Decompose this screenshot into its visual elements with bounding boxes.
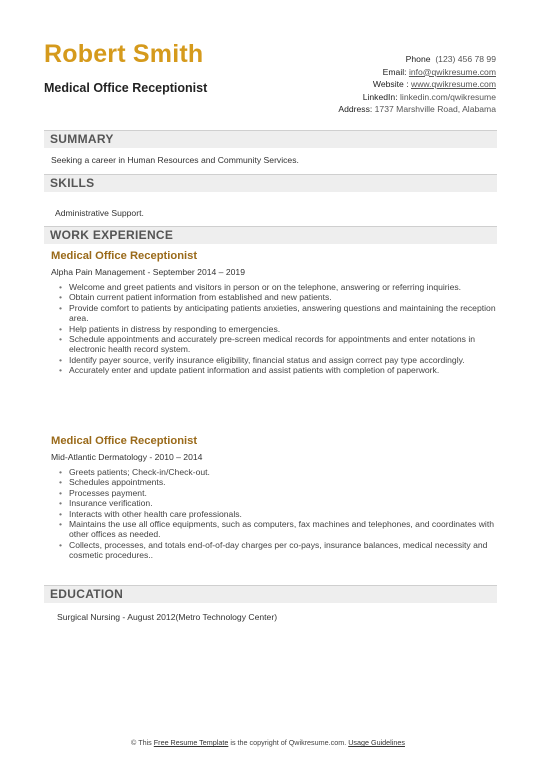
website-link[interactable]: www.qwikresume.com (410, 79, 496, 90)
job-2-bullet: • Processes payment. (57, 488, 497, 498)
work-heading: WORK EXPERIENCE (50, 228, 174, 242)
job-1-bullet: • Obtain current patient information from established and new patients. (57, 292, 497, 302)
job-2-bullet: • Insurance verification. (57, 498, 497, 508)
job-2-bullet: • Greets patients; Check-in/Check-out. (57, 467, 497, 477)
job-1-bullet: • Provide comfort to patients by anticipating patients anxieties, answering questions and maintaining the reception area. (57, 303, 497, 324)
job-2-bullets (57, 467, 497, 561)
contact-phone-row (338, 53, 496, 66)
job-1-bullet: • Welcome and greet patients and visitors in person or on the telephone, answering or referring inquiries. (57, 282, 497, 292)
job-1-bullet: • Accurately enter and update patient information and assist patients with completion of paperwork. (57, 365, 497, 375)
footer-copyright-text: is the copyright of Qwikresume.com. (230, 738, 347, 747)
education-text: Surgical Nursing - August 2012(Metro Technology Center) (57, 612, 278, 622)
job-1-subtitle: Alpha Pain Management - September 2014 – 2019 (51, 267, 245, 277)
job-1-bullet: • Identify payer source, verify insurance eligibility, financial status and assign correct pay type accordingly. (57, 355, 497, 365)
contact-block (338, 53, 496, 116)
job-2-bullet: • Collects, processes, and totals end-of-of-day charges per co-pays, insurance balances, medical necessity and cosmetic procedures.. (57, 540, 497, 561)
job-2-title: Medical Office Receptionist (51, 435, 198, 447)
candidate-name: Robert Smith (44, 40, 204, 68)
skills-heading: SKILLS (50, 176, 95, 190)
footer-prefix: © This (131, 738, 152, 747)
contact-linkedin-row (338, 91, 496, 104)
linkedin-value: linkedin.com/qwikresume (400, 91, 496, 102)
job-1-bullets (57, 282, 497, 376)
job-2-bullet: • Interacts with other health care professionals. (57, 509, 497, 519)
summary-text: Seeking a career in Human Resources and Community Services. (51, 155, 299, 165)
job-1-bullet: • Help patients in distress by responding to emergencies. (57, 324, 497, 334)
email-link[interactable]: info@qwikresume.com (408, 66, 496, 77)
job-1-title: Medical Office Receptionist (51, 250, 198, 262)
skills-section-header (44, 174, 497, 192)
usage-guidelines-link[interactable]: Usage Guidelines (348, 738, 405, 747)
email-label: Email: (382, 66, 407, 77)
linkedin-label: LinkedIn: (362, 91, 398, 102)
job-1-bullet: • Schedule appointments and accurately pre-screen medical records for appointments and enter notations in electronic health record system. (57, 334, 497, 355)
skills-text: Administrative Support. (55, 208, 144, 218)
footer (0, 738, 536, 747)
contact-website-row (338, 78, 496, 91)
job-2-bullet: • Maintains the use all office equipments, such as computers, fax machines and telephones, and coordinates with other offices as needed. (57, 519, 497, 540)
job-2-bullet: • Schedules appointments. (57, 477, 497, 487)
summary-heading: SUMMARY (50, 132, 114, 146)
contact-email-row (338, 66, 496, 79)
candidate-job-title: Medical Office Receptionist (44, 81, 208, 95)
work-section-header (44, 226, 497, 244)
phone-value: (123) 456 78 99 (435, 54, 496, 64)
education-section-header (44, 585, 497, 603)
contact-address-row (338, 103, 496, 116)
website-label: Website : (372, 79, 409, 90)
summary-section-header (44, 130, 497, 148)
address-label: Address: (338, 104, 373, 115)
free-resume-template-link[interactable]: Free Resume Template (153, 738, 229, 747)
job-2-subtitle: Mid-Atlantic Dermatology - 2010 – 2014 (51, 452, 203, 462)
phone-label: Phone (405, 54, 431, 64)
address-value: 1737 Marshville Road, Alabama (374, 104, 496, 115)
education-heading: EDUCATION (50, 587, 124, 601)
